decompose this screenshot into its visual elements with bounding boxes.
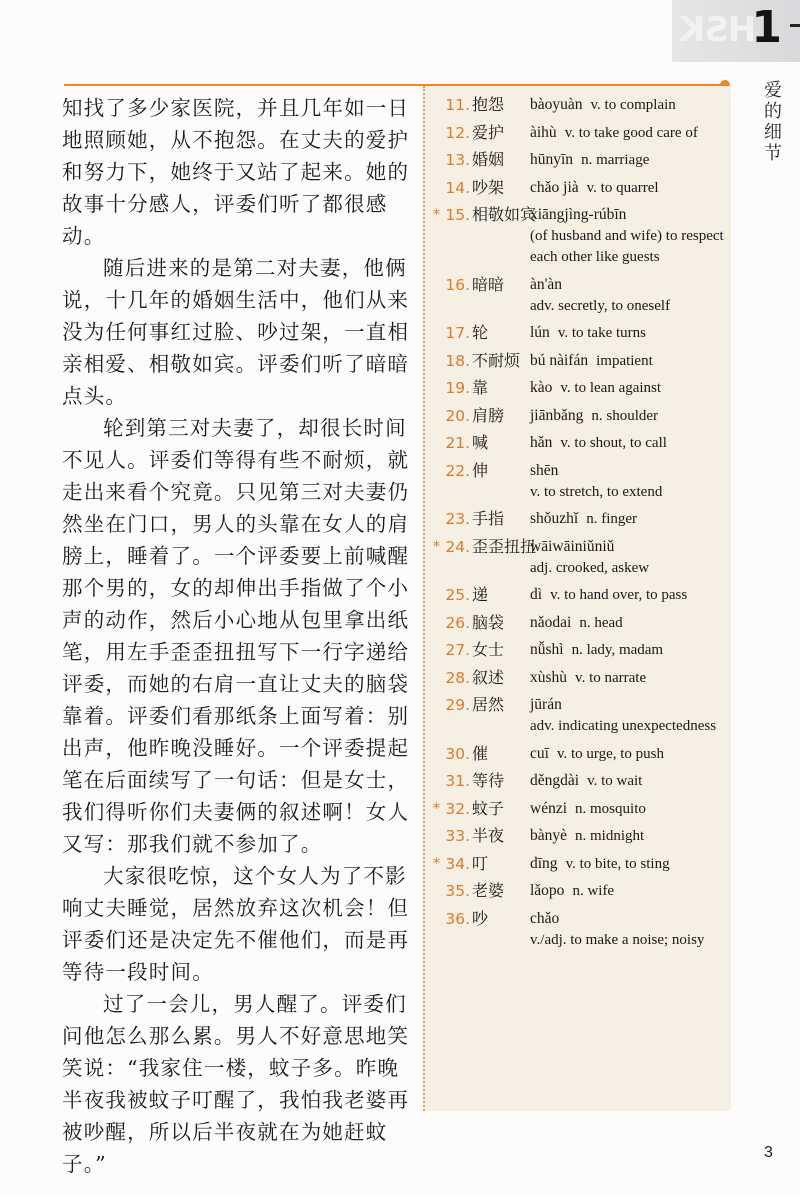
vocab-definition: v. to hand over, to pass (550, 587, 688, 603)
chapter-dash (790, 24, 800, 27)
vocab-word: 半夜 (472, 826, 505, 845)
vocab-word: 喊 (472, 433, 489, 452)
vocab-number: 21. (445, 434, 470, 452)
vocab-definition: n. wife (572, 883, 615, 899)
vocab-number: 23. (445, 510, 470, 528)
vocab-pinyin: chǎo (530, 909, 560, 927)
vocab-pinyin: wāiwāiniǔniǔ (530, 537, 615, 555)
vocab-definition: v./adj. to make a noise; noisy (530, 931, 705, 948)
vocab-entry (430, 612, 730, 634)
vocab-number: 24. (445, 537, 470, 556)
vocab-word: 轮 (472, 323, 489, 342)
vocab-word: 等待 (472, 771, 505, 790)
vocab-number: 29. (445, 696, 470, 714)
vocab-number: 12. (445, 123, 470, 142)
vocab-entry (430, 825, 730, 847)
vocab-definition: n. marriage (581, 152, 650, 168)
vocab-pinyin: xiāngjìng-rúbīn (530, 206, 627, 223)
vocab-definition: v. to bite, to sting (565, 855, 670, 872)
vocab-pinyin: kào (530, 379, 553, 396)
vocab-word: 不耐烦 (472, 350, 521, 370)
story-paragraph: 轮到第三对夫妻了，却很长时间不见人。评委们等得有些不耐烦，就走出来看个究竟。只见第三对夫妻仍然坐在门口，男人的头靠在女人的肩膀上，睡着了。一个评委要上前喊醒那个男的，女的却伸出手指做了个小声的动作，然后小心地从包里拿出纸笔，用左手歪歪扭扭写下一行字递给评委，而她的右肩一直让丈夫的脑袋靠着。评委们看那纸条上面写着：别出声，他昨晚没睡好。一个评委提起笔在后面续写了一句话：但是女士，我们得听你们夫妻俩的叙述啊！女人又写：那我们就不参加了。 (62, 416, 410, 856)
vocab-definition: n. mosquito (575, 800, 646, 817)
supplementary-star: * (433, 538, 440, 555)
vocab-number: 19. (445, 379, 470, 397)
vocab-entry (430, 798, 730, 820)
vocab-number: 20. (445, 406, 470, 425)
vocab-word: 叮 (472, 853, 489, 873)
vocab-entry (430, 908, 730, 951)
vocab-number: 31. (445, 772, 470, 790)
vocab-definition: (of husband and wife) to respect each other like guests (530, 228, 724, 265)
vocab-pinyin: jūrán (530, 696, 562, 713)
vocab-entry (430, 274, 730, 317)
vocab-entry (430, 880, 730, 902)
vocab-pinyin: wénzi (530, 799, 568, 817)
vocab-definition: v. to urge, to push (556, 745, 665, 762)
chapter-title (762, 80, 784, 164)
vocab-entry (430, 377, 730, 399)
vocab-definition: adj. crooked, askew (530, 559, 650, 576)
vocab-word: 递 (472, 585, 489, 604)
vocab-entry (430, 694, 730, 737)
vocab-entry (430, 667, 730, 689)
chapter-title-char: 爱 (764, 80, 782, 101)
vocab-definition: v. to quarrel (586, 179, 659, 196)
story-paragraph: 大家很吃惊，这个女人为了不影响丈夫睡觉，居然放弃这次机会！但评委们还是决定先不催他们，而是再等待一段时间。 (62, 864, 410, 984)
vocab-entry (430, 149, 730, 171)
vocab-entry (430, 536, 730, 579)
vocab-number: 36. (445, 909, 470, 928)
vocab-entry (430, 639, 730, 661)
vocab-pinyin: àn'àn (530, 275, 563, 293)
vocab-definition: v. to lean against (560, 380, 662, 396)
vocab-word: 伸 (472, 460, 489, 480)
vocab-pinyin: cuī (530, 744, 549, 762)
vocab-entry (430, 204, 730, 268)
vocab-pinyin: shēn (530, 461, 559, 479)
vocab-word: 歪歪扭扭 (472, 536, 537, 556)
vocab-pinyin: dīng (530, 854, 558, 872)
story-paragraph: 过了一会儿，男人醒了。评委们问他怎么那么累。男人不好意思地笑笑说：“我家住一楼，蚊子多。昨晚半夜我被蚊子叮醒了，我怕我老婆再被吵醒，所以后半夜就在为她赶蚊子。” (62, 992, 410, 1176)
supplementary-star: * (433, 207, 440, 223)
vocab-number: 28. (445, 668, 470, 687)
vocab-word: 叙述 (472, 667, 505, 687)
vocab-pinyin: jiānbǎng (530, 406, 584, 424)
vocab-word: 靠 (472, 378, 489, 397)
vocab-pinyin: chǎo jià (530, 178, 579, 196)
vocab-number: 15. (445, 206, 470, 224)
chapter-title-char: 的 (764, 101, 782, 122)
vocab-word: 催 (472, 743, 489, 763)
vocab-word: 婚姻 (472, 150, 505, 169)
vocab-word: 女士 (472, 640, 505, 659)
vocab-number: 35. (445, 882, 470, 900)
supplementary-star: * (433, 855, 440, 872)
vocab-number: 11. (445, 96, 470, 114)
vocab-definition: adv. indicating unexpectedness (530, 718, 717, 734)
vocab-definition: impatient (596, 352, 653, 369)
vocab-word: 老婆 (472, 881, 505, 900)
vocab-pinyin: lún (530, 324, 550, 341)
vocab-pinyin: hǎn (530, 434, 553, 451)
chapter-number: 1 (751, 2, 782, 53)
vocab-entry (430, 350, 730, 372)
vocab-word: 蚊子 (472, 798, 505, 818)
vocab-entry (430, 853, 730, 875)
vocab-pinyin: lǎopo (530, 882, 565, 899)
vocab-number: 26. (445, 613, 470, 632)
vocab-number: 27. (445, 641, 470, 659)
vocab-definition: n. midnight (575, 828, 645, 844)
vocabulary-list (430, 94, 730, 956)
chapter-title-char: 节 (764, 143, 782, 164)
vocab-pinyin: děngdài (530, 772, 580, 789)
vocab-definition: n. finger (586, 511, 638, 527)
vocab-number: 14. (445, 178, 470, 197)
vocab-definition: v. to stretch, to extend (530, 483, 663, 500)
vocab-definition: n. shoulder (591, 407, 659, 424)
vocab-pinyin: dì (530, 586, 543, 603)
vocab-pinyin: bú nàifán (530, 351, 589, 369)
vocab-pinyin: bànyè (530, 827, 568, 844)
vocab-word: 居然 (472, 695, 505, 714)
vocab-entry (430, 122, 730, 144)
vocab-number: 32. (445, 799, 470, 818)
vocab-definition: n. lady, madam (571, 642, 664, 658)
vocab-pinyin: shǒuzhǐ (530, 510, 579, 527)
vocab-entry (430, 94, 730, 116)
chapter-title-char: 细 (764, 122, 782, 143)
page-number: 3 (764, 1144, 773, 1161)
vocab-definition: v. to take turns (557, 325, 646, 341)
vocab-entry (430, 770, 730, 792)
vocab-entry (430, 322, 730, 344)
vocab-word: 肩膀 (472, 405, 505, 425)
vocab-word: 吵 (472, 908, 489, 928)
vocab-entry (430, 460, 730, 503)
vocab-pinyin: bàoyuàn (530, 96, 583, 113)
vocab-word: 暗暗 (472, 274, 505, 294)
story-text (62, 92, 417, 1180)
vocab-word: 相敬如宾 (472, 205, 537, 224)
vocab-entry (430, 432, 730, 454)
vocab-number: 30. (445, 744, 470, 763)
vocab-pinyin: hūnyīn (530, 151, 574, 168)
vocab-number: 33. (445, 827, 470, 845)
vocab-word: 脑袋 (472, 612, 505, 632)
vocab-pinyin: nǎodai (530, 613, 572, 631)
vocab-word: 爱护 (472, 122, 505, 142)
supplementary-star: * (433, 800, 440, 817)
story-paragraph: 知找了多少家医院，并且几年如一日地照顾她，从不抱怨。在丈夫的爱护和努力下，她终于又站了起来。她的故事十分感人，评委们听了都很感动。 (62, 96, 410, 248)
vocab-definition: v. to take good care of (564, 124, 698, 141)
vocab-definition: v. to shout, to call (560, 435, 667, 451)
vocab-word: 手指 (472, 509, 505, 528)
vocab-entry (430, 177, 730, 199)
vocab-word: 吵架 (472, 177, 505, 197)
vocab-definition: v. to complain (590, 97, 676, 113)
vocab-number: 13. (445, 151, 470, 169)
vocab-definition: n. head (579, 614, 623, 631)
vocab-pinyin: àihù (530, 123, 557, 141)
vocab-entry (430, 743, 730, 765)
vocab-pinyin: nǚshì (530, 641, 564, 658)
vocab-number: 18. (445, 351, 470, 370)
hsk-watermark: HSK (680, 10, 757, 50)
vocab-number: 16. (445, 275, 470, 294)
vocab-pinyin: xùshù (530, 668, 568, 686)
vocab-number: 22. (445, 461, 470, 480)
vocab-entry (430, 508, 730, 530)
vocab-number: 17. (445, 324, 470, 342)
vocab-number: 34. (445, 854, 470, 873)
vocab-definition: v. to narrate (575, 669, 647, 686)
story-paragraph: 随后进来的是第二对夫妻，他俩说，十几年的婚姻生活中，他们从来没为任何事红过脸、吵过架，一直相亲相爱、相敬如宾。评委们听了暗暗点头。 (62, 256, 410, 408)
vocab-entry (430, 405, 730, 427)
vocab-definition: adv. secretly, to oneself (530, 297, 671, 314)
vocab-number: 25. (445, 586, 470, 604)
vocab-word: 抱怨 (472, 95, 505, 114)
vocab-definition: v. to wait (587, 773, 643, 789)
vocab-entry (430, 584, 730, 606)
